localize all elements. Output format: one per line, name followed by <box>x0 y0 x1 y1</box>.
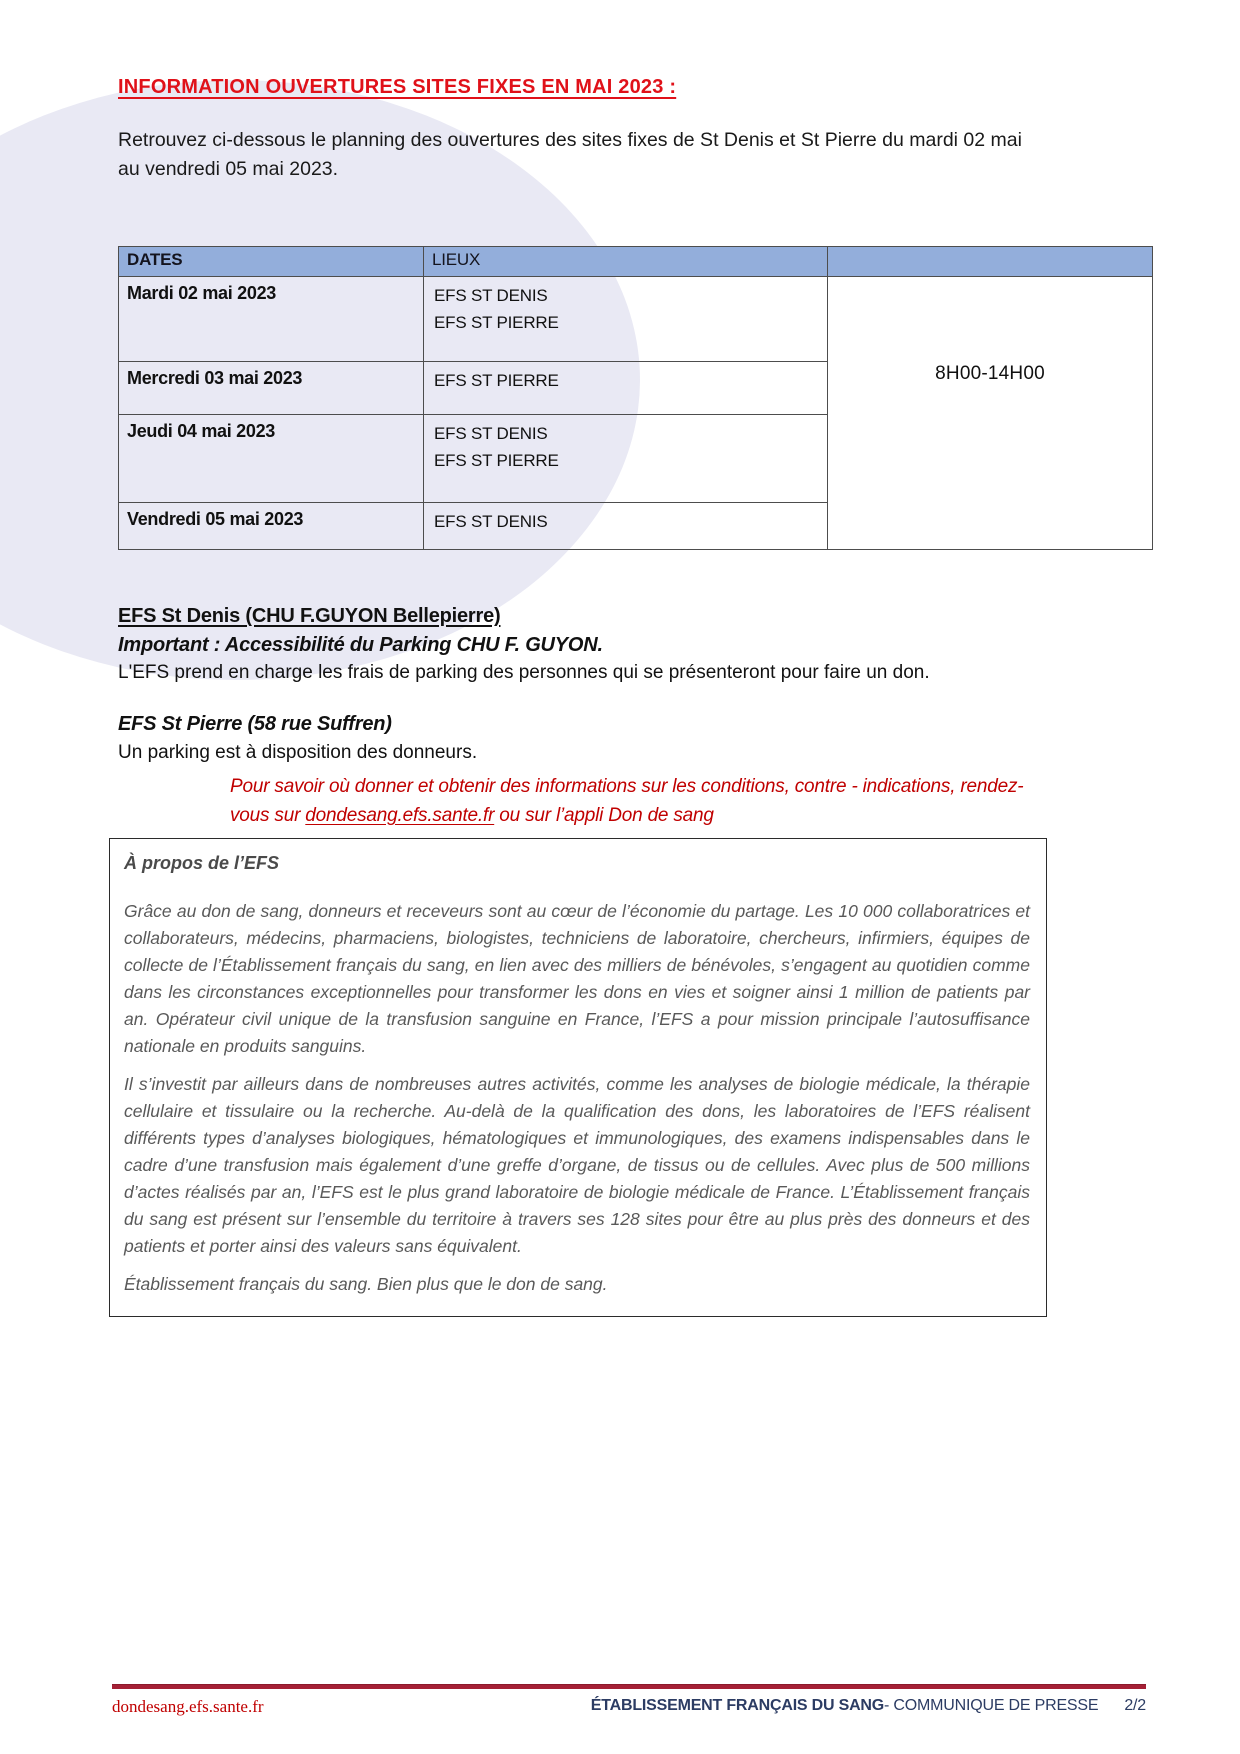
date-cell: Mardi 02 mai 2023 <box>119 277 424 362</box>
section-st-pierre <box>118 710 1058 767</box>
table-row <box>119 277 1153 362</box>
lieu-line: EFS ST DENIS <box>434 424 548 443</box>
lieu-line: EFS ST DENIS <box>434 286 548 305</box>
date-cell: Mercredi 03 mai 2023 <box>119 362 424 415</box>
note-line-2-suffix: ou sur l’appli Don de sang <box>494 805 714 826</box>
footer-website: dondesang.efs.sante.fr <box>112 1697 264 1716</box>
lieu-line: EFS ST PIERRE <box>434 371 559 390</box>
dondesang-link[interactable]: dondesang.efs.sante.fr <box>305 805 495 826</box>
about-paragraph: Grâce au don de sang, donneurs et receveurs sont au cœur de l’économie du partage. Les 10 000 collaboratrices et collaborateurs, médecins, pharmaciens, biologistes, techniciens de laboratoire, chercheurs, infirmiers, équipes de collecte de l’Établissement français du sang, en lien avec des milliers de bénévoles, s’engagent au quotidien comme dans les circonstances exceptionnelles pour transformer les dons en vies et soigner ainsi 1 million de patients par an. Opérateur civil unique de la transfusion sanguine en France, l’EFS a pour mission principale l’autosuffisance nationale en produits sanguins. <box>124 901 1030 1056</box>
st-pierre-heading: EFS St Pierre (58 rue Suffren) <box>118 713 392 735</box>
about-box-title: À propos de l’EFS <box>124 853 280 873</box>
section-st-denis <box>118 602 1058 688</box>
st-denis-heading: EFS St Denis (CHU F.GUYON Bellepierre) <box>118 605 501 627</box>
column-header-hours <box>828 247 1153 277</box>
note-line-2-prefix: vous sur <box>230 805 306 826</box>
intro-paragraph: Retrouvez ci-dessous le planning des ouvertures des sites fixes de St Denis et St Pierre du mardi 02 mai au vendredi 05 mai 2023. <box>118 129 1022 180</box>
about-paragraph: Il s’investit par ailleurs dans de nombreuses autres activités, comme les analyses de biologie médicale, la thérapie cellulaire et tissulaire ou la recherche. Au-delà de la qualification des dons, les laboratoires de l’EFS réalisent différents types d’analyses biologiques, hématologiques et immunologiques, des examens indispensables dans le cadre d’une transfusion mais également d’une greffe d’organe, de tissus ou de cellules. Avec plus de 500 millions d’actes réalisés par an, l’EFS est le plus grand laboratoire de biologie médicale de France. L’Établissement français du sang est présent sur l’ensemble du territoire à travers ses 128 sites pour être au plus près des donneurs et des patients et porter ainsi des valeurs sans équivalent. <box>124 1074 1030 1256</box>
note-line-2 <box>230 801 1060 830</box>
lieux-cell <box>424 362 828 415</box>
lieu-line: EFS ST PIERRE <box>434 451 559 470</box>
page-title: INFORMATION OUVERTURES SITES FIXES EN MAI 2023 : <box>118 76 677 98</box>
note-line-1: Pour savoir où donner et obtenir des informations sur les conditions, contre - indications, rendez- <box>230 776 1024 797</box>
lieu-line: EFS ST DENIS <box>434 512 548 531</box>
footer-page-number: 2/2 <box>1124 1697 1146 1714</box>
table-header-row <box>119 247 1153 277</box>
column-header-lieux: LIEUX <box>424 247 828 277</box>
about-efs-box <box>109 838 1047 1317</box>
lieux-cell <box>424 503 828 550</box>
donation-info-note <box>230 772 1060 830</box>
opening-schedule-table <box>118 246 1153 550</box>
date-cell: Vendredi 05 mai 2023 <box>119 503 424 550</box>
lieux-cell <box>424 277 828 362</box>
st-denis-important: Important : Accessibilité du Parking CHU F. GUYON. <box>118 633 603 656</box>
footer-organization: ÉTABLISSEMENT FRANÇAIS DU SANG <box>590 1697 885 1714</box>
about-paragraph: Établissement français du sang. Bien plus que le don de sang. <box>124 1274 608 1294</box>
st-denis-body: L'EFS prend en charge les frais de parking des personnes qui se présenteront pour faire un don. <box>118 662 930 683</box>
footer-divider-rule <box>112 1684 1146 1689</box>
footer-document-type: - COMMUNIQUE DE PRESSE <box>884 1697 1099 1714</box>
hours-cell: 8H00-14H00 <box>828 277 1153 550</box>
st-pierre-body: Un parking est à disposition des donneurs. <box>118 741 478 763</box>
lieu-line: EFS ST PIERRE <box>434 313 559 332</box>
column-header-dates: DATES <box>119 247 424 277</box>
date-cell: Jeudi 04 mai 2023 <box>119 415 424 503</box>
lieux-cell <box>424 415 828 503</box>
footer-right-group <box>591 1697 1146 1715</box>
